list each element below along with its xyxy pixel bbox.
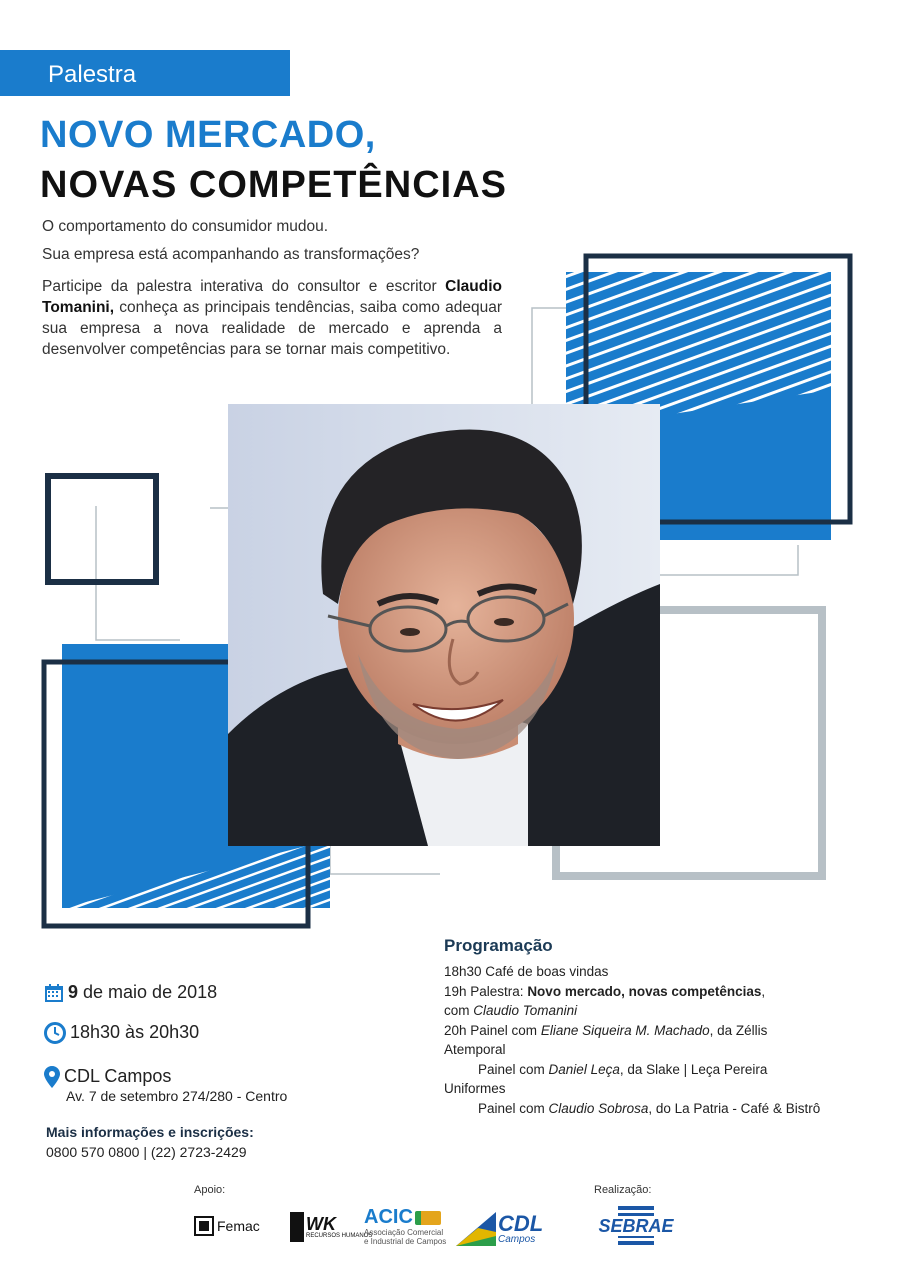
intro-line2: Sua empresa está acompanhando as transformações? — [42, 246, 420, 263]
support-label: Apoio: — [194, 1184, 226, 1196]
cdl-logo: CDL Campos — [456, 1212, 543, 1246]
realization-label: Realização: — [594, 1184, 652, 1196]
program-item: Painel com Daniel Leça, da Slake | Leça Pereira Uniformes — [444, 1061, 768, 1096]
sebrae-logo: SEBRAE — [596, 1206, 676, 1246]
wk-logo: WK RECURSOS HUMANOS — [290, 1212, 372, 1242]
location-pin-icon — [44, 1066, 60, 1088]
program-item: 18h30 Café de boas vindas — [444, 964, 609, 979]
event-time: 18h30 às 20h30 — [44, 1022, 199, 1044]
contact-title: Mais informações e inscrições: — [46, 1124, 254, 1140]
page-title-line1: NOVO MERCADO, — [40, 114, 376, 156]
page-title-line2: NOVAS COMPETÊNCIAS — [40, 164, 508, 206]
intro-line1: O comportamento do consumidor mudou. — [42, 218, 329, 235]
event-date: 9 de maio de 2018 — [44, 982, 217, 1003]
program-item: 20h Painel com Eliane Siqueira M. Machado, da Zéllis Atemporal — [444, 1022, 768, 1057]
section-tag: Palestra — [0, 50, 290, 96]
contact-phones: 0800 570 0800 | (22) 2723-2429 — [46, 1144, 247, 1160]
calendar-icon — [44, 983, 64, 1003]
program-item: 19h Palestra: Novo mercado, novas competências, com Claudio Tomanini — [444, 983, 766, 1018]
speaker-name: Claudio Tomanini, — [42, 278, 502, 316]
program-title: Programação — [444, 936, 553, 955]
event-address: Av. 7 de setembro 274/280 - Centro — [66, 1088, 288, 1104]
femac-logo: Femac — [194, 1216, 260, 1236]
clock-icon — [44, 1022, 66, 1044]
intro-paragraph: Participe da palestra interativa do consultor e escritor Claudio Tomanini, conheça as principais tendências, saiba como adequar sua empresa a nova realidade de mercado e aprenda a desenvolver competências para se tornar mais competitivo. — [42, 278, 502, 358]
cdl-mark-icon — [456, 1212, 496, 1246]
event-venue: CDL Campos — [44, 1066, 171, 1088]
program-list — [444, 962, 824, 1118]
speaker-photo — [228, 404, 660, 846]
acic-logo: ACIC Associação Comercial e Industrial de Campos — [364, 1206, 447, 1246]
program-item: Painel com Claudio Sobrosa, do La Patria - Café & Bistrô — [478, 1100, 821, 1116]
